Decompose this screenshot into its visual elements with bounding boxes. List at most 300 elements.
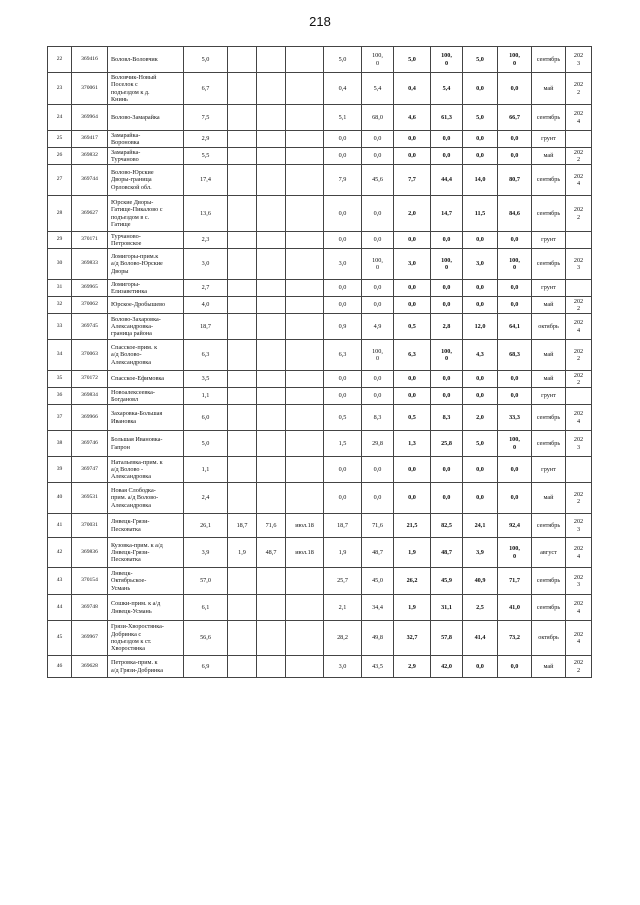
cell-row-number: 38 [48, 431, 72, 457]
cell-year [566, 656, 592, 678]
cell-year-line: 202 [573, 110, 584, 118]
cell-col10: 0,0 [394, 148, 431, 165]
cell-col7 [286, 405, 324, 431]
cell-year-line: 2 [576, 355, 581, 362]
cell-col12: 5,0 [463, 431, 498, 457]
cell-road-code: 369836 [72, 538, 108, 568]
cell-col7 [286, 196, 324, 232]
cell-road-name-line: Александровка- [111, 322, 154, 330]
cell-road-name-line: Юрское-Дробышево [111, 301, 166, 309]
cell-col8: 0,5 [324, 405, 362, 431]
cell-row-number: 28 [48, 196, 72, 232]
cell-col7 [286, 621, 324, 656]
cell-col13-line: 64,1 [509, 322, 520, 330]
cell-col6 [257, 165, 286, 196]
cell-road-name-line: Богдановл [111, 396, 139, 403]
cell-col5 [228, 340, 257, 371]
cell-col8: 1,5 [324, 431, 362, 457]
cell-col13-line: 33,3 [509, 413, 520, 421]
cell-year-line: 202 [573, 573, 584, 581]
cell-road-code: 369628 [72, 656, 108, 678]
cell-col13 [498, 105, 532, 131]
cell-col11 [431, 595, 463, 621]
cell-year [566, 280, 592, 297]
cell-road-code: 370031 [72, 514, 108, 538]
cell-road-name-line: Турчаново- [111, 232, 141, 240]
cell-col10: 0,5 [394, 405, 431, 431]
cell-col13-line: 66,7 [509, 113, 520, 121]
cell-road-name [108, 568, 184, 595]
cell-road-name [108, 405, 184, 431]
cell-length: 6,9 [184, 656, 228, 678]
cell-col9-line: 100, [372, 347, 383, 355]
cell-col13 [498, 73, 532, 105]
cell-col8: 0,0 [324, 457, 362, 483]
cell-road-name-line: Новая Слободка- [111, 487, 156, 495]
cell-col13 [498, 656, 532, 678]
cell-road-name [108, 371, 184, 388]
cell-year [566, 388, 592, 405]
cell-col5 [228, 280, 257, 297]
table-row [48, 340, 592, 371]
cell-month: грунт [532, 131, 566, 148]
cell-year [566, 232, 592, 249]
cell-col5 [228, 656, 257, 678]
cell-col13-line: 92,4 [509, 521, 520, 529]
cell-col8: 18,7 [324, 514, 362, 538]
cell-col10: 1,9 [394, 595, 431, 621]
cell-year-line: 202 [573, 545, 584, 553]
cell-col10: 0,5 [394, 314, 431, 340]
cell-col9-line: 29,8 [372, 439, 383, 447]
cell-col7 [286, 431, 324, 457]
cell-col5 [228, 483, 257, 514]
cell-col11-line: 8,3 [442, 413, 451, 421]
cell-col9-line: 45,6 [372, 176, 383, 184]
cell-col9 [362, 47, 394, 73]
cell-month: сентябрь [532, 431, 566, 457]
cell-col5 [228, 388, 257, 405]
cell-col12: 4,3 [463, 340, 498, 371]
cell-col7 [286, 73, 324, 105]
cell-col10: 0,0 [394, 371, 431, 388]
cell-col11-line: 0,0 [442, 284, 451, 292]
cell-col11 [431, 105, 463, 131]
cell-month: май [532, 483, 566, 514]
cell-col9-line: 0 [375, 59, 380, 67]
cell-col9-line: 0 [375, 264, 380, 271]
cell-col6 [257, 656, 286, 678]
cell-col11-line: 44,4 [441, 176, 452, 184]
cell-col6 [257, 131, 286, 148]
cell-col7 [286, 340, 324, 371]
cell-road-name-line: Ломигоры-прим.к [111, 253, 159, 261]
cell-col8: 6,3 [324, 340, 362, 371]
cell-year [566, 314, 592, 340]
cell-col10: 4,6 [394, 105, 431, 131]
cell-col10: 0,0 [394, 131, 431, 148]
cell-road-name-line: Спасское-Ефимовка [111, 375, 165, 383]
cell-col9 [362, 595, 394, 621]
cell-road-code: 369964 [72, 105, 108, 131]
cell-month: сентябрь [532, 47, 566, 73]
table-row [48, 314, 592, 340]
cell-road-name-line: Добринка с [111, 630, 142, 638]
cell-year-line: 202 [573, 600, 584, 608]
cell-road-name-line: Замарайка- [111, 131, 141, 139]
table-row [48, 656, 592, 678]
cell-col12: 0,0 [463, 232, 498, 249]
cell-col5: 1,9 [228, 538, 257, 568]
cell-col9 [362, 538, 394, 568]
table-row [48, 595, 592, 621]
cell-col7 [286, 371, 324, 388]
cell-row-number: 41 [48, 514, 72, 538]
cell-col13 [498, 595, 532, 621]
cell-road-name-line: Лнвецк-Грязи- [111, 518, 150, 526]
cell-road-name [108, 514, 184, 538]
cell-col13 [498, 514, 532, 538]
cell-length: 1,1 [184, 457, 228, 483]
cell-road-name-line: Александровка [111, 473, 151, 481]
cell-col9 [362, 371, 394, 388]
cell-road-name-line: Дворы-граница [111, 176, 152, 184]
cell-col11 [431, 148, 463, 165]
cell-col9-line: 48,7 [372, 548, 383, 556]
cell-col9-line: 0,0 [373, 236, 382, 244]
cell-year-line: 202 [573, 490, 584, 498]
cell-road-name-line: Турчаново [111, 156, 139, 163]
cell-year [566, 621, 592, 656]
cell-col6 [257, 73, 286, 105]
cell-col12: 5,0 [463, 47, 498, 73]
cell-row-number: 42 [48, 538, 72, 568]
cell-year [566, 297, 592, 314]
cell-col6 [257, 621, 286, 656]
cell-col9 [362, 621, 394, 656]
table-row [48, 47, 592, 73]
cell-col9 [362, 249, 394, 280]
cell-col9 [362, 105, 394, 131]
cell-col9-line: 0,0 [373, 301, 382, 309]
cell-col11-line: 25,8 [441, 439, 452, 447]
cell-col11 [431, 568, 463, 595]
cell-length: 26,1 [184, 514, 228, 538]
cell-col13-line: 0,0 [510, 392, 519, 400]
cell-col13 [498, 568, 532, 595]
cell-col13 [498, 249, 532, 280]
cell-col13-line: 71,7 [509, 577, 520, 585]
cell-col13 [498, 165, 532, 196]
cell-year [566, 595, 592, 621]
cell-col9-line: 43,5 [372, 662, 383, 670]
cell-col5 [228, 105, 257, 131]
cell-year [566, 47, 592, 73]
cell-length: 4,0 [184, 297, 228, 314]
cell-road-name [108, 457, 184, 483]
cell-col8: 5,1 [324, 105, 362, 131]
cell-col8: 0,0 [324, 148, 362, 165]
cell-col7 [286, 568, 324, 595]
cell-col9 [362, 457, 394, 483]
cell-col9-line: 45,0 [372, 577, 383, 585]
cell-month: грунт [532, 388, 566, 405]
table-row [48, 280, 592, 297]
cell-col7 [286, 297, 324, 314]
cell-col13 [498, 148, 532, 165]
cell-year-line: 202 [573, 172, 584, 180]
cell-col13-line: 0 [512, 264, 517, 271]
cell-col7 [286, 314, 324, 340]
cell-road-code: 370172 [72, 371, 108, 388]
cell-col12: 0,0 [463, 457, 498, 483]
cell-road-code: 369832 [72, 148, 108, 165]
cell-length: 3,0 [184, 249, 228, 280]
cell-col13 [498, 538, 532, 568]
cell-road-name-line: Орловской обл. [111, 183, 152, 191]
cell-road-name [108, 280, 184, 297]
cell-col11 [431, 371, 463, 388]
table-row [48, 105, 592, 131]
cell-col13-line: 84,6 [509, 209, 520, 217]
cell-year-line: 3 [576, 525, 581, 533]
cell-month: сентябрь [532, 405, 566, 431]
cell-road-name [108, 165, 184, 196]
cell-road-code: 370063 [72, 340, 108, 371]
cell-col9 [362, 165, 394, 196]
cell-col11-line: 0 [444, 355, 449, 362]
cell-row-number: 39 [48, 457, 72, 483]
cell-col5 [228, 131, 257, 148]
cell-col11 [431, 165, 463, 196]
table-row [48, 196, 592, 232]
cell-col13 [498, 196, 532, 232]
cell-col13-line: 0,0 [510, 301, 519, 309]
cell-road-name [108, 105, 184, 131]
table-row [48, 405, 592, 431]
cell-col9-line: 49,8 [372, 634, 383, 642]
cell-col7 [286, 483, 324, 514]
cell-road-code: 369966 [72, 405, 108, 431]
cell-row-number: 31 [48, 280, 72, 297]
cell-road-name-line: Елизаветинка [111, 288, 147, 295]
cell-row-number: 45 [48, 621, 72, 656]
cell-road-name-line: Петровское [111, 240, 142, 247]
cell-col12: 41,4 [463, 621, 498, 656]
cell-col9-line: 8,3 [373, 413, 382, 421]
cell-year [566, 340, 592, 371]
cell-col11-line: 0,0 [442, 135, 451, 143]
cell-month: грунт [532, 232, 566, 249]
cell-road-code: 369833 [72, 249, 108, 280]
cell-year-line: 3 [576, 581, 581, 588]
cell-col9 [362, 297, 394, 314]
cell-col8: 1,9 [324, 538, 362, 568]
table-row [48, 249, 592, 280]
cell-road-name-line: Гатище [111, 220, 131, 228]
cell-road-name-line: а/д Волово- [111, 351, 142, 359]
cell-col12: 0,0 [463, 297, 498, 314]
cell-col9-line: 0,0 [373, 209, 382, 217]
cell-col13 [498, 457, 532, 483]
cell-col11-line: 0,0 [442, 152, 451, 160]
cell-road-name-line: Грязи-Хворостянка- [111, 623, 164, 631]
cell-length: 13,6 [184, 196, 228, 232]
cell-col9-line: 5,4 [373, 84, 382, 92]
cell-col6 [257, 595, 286, 621]
cell-col9-line: 0,0 [373, 152, 382, 160]
cell-col9-line: 68,0 [372, 113, 383, 121]
cell-col9 [362, 280, 394, 297]
cell-col5 [228, 595, 257, 621]
cell-road-name [108, 388, 184, 405]
cell-road-code: 369416 [72, 47, 108, 73]
cell-year-line: 202 [573, 371, 584, 379]
cell-col9 [362, 73, 394, 105]
cell-col8: 2,1 [324, 595, 362, 621]
cell-road-name [108, 483, 184, 514]
cell-col10: 0,0 [394, 457, 431, 483]
cell-col7 [286, 148, 324, 165]
cell-road-name-line: а/д Грязи-Добринка [111, 666, 163, 674]
cell-month: грунт [532, 457, 566, 483]
cell-col8: 0,0 [324, 371, 362, 388]
cell-col10: 2,9 [394, 656, 431, 678]
cell-col11-line: 0 [444, 59, 449, 67]
cell-year [566, 165, 592, 196]
cell-col13-line: 100, [509, 52, 520, 60]
cell-col11 [431, 131, 463, 148]
cell-col10: 7,7 [394, 165, 431, 196]
cell-year [566, 568, 592, 595]
cell-road-name-line: Воловл-Воловчик [111, 55, 158, 63]
cell-year-line: 202 [573, 297, 584, 305]
cell-col6 [257, 568, 286, 595]
cell-col6 [257, 431, 286, 457]
cell-row-number: 34 [48, 340, 72, 371]
cell-row-number: 25 [48, 131, 72, 148]
cell-year [566, 249, 592, 280]
cell-road-name-line: подъездом к д. [111, 88, 150, 96]
cell-road-name-line: Лнвецк-Грязи- [111, 548, 150, 556]
cell-col11-line: 5,4 [442, 84, 451, 92]
cell-year [566, 105, 592, 131]
cell-col6 [257, 148, 286, 165]
cell-col6 [257, 297, 286, 314]
cell-road-name-line: Волово-Юрские [111, 169, 154, 177]
cell-col11-line: 57,8 [441, 634, 452, 642]
cell-col13-line: 80,7 [509, 176, 520, 184]
cell-month: грунт [532, 280, 566, 297]
cell-col5 [228, 621, 257, 656]
cell-col13-line: 0,0 [510, 236, 519, 244]
cell-length: 18,7 [184, 314, 228, 340]
cell-col6 [257, 280, 286, 297]
cell-road-name [108, 148, 184, 165]
cell-row-number: 24 [48, 105, 72, 131]
cell-col8: 0,0 [324, 196, 362, 232]
cell-col9-line: 0,0 [373, 494, 382, 502]
cell-col13-line: 0,0 [510, 152, 519, 160]
cell-col11 [431, 405, 463, 431]
cell-col13-line: 68,3 [509, 351, 520, 359]
cell-road-name-line: Кузовка-прим. к а/д [111, 541, 163, 549]
cell-year-line: 4 [576, 117, 581, 125]
cell-year-line: 4 [576, 326, 581, 334]
cell-col5 [228, 249, 257, 280]
cell-col13-line: 0,0 [510, 284, 519, 292]
table-row [48, 165, 592, 196]
cell-year [566, 405, 592, 431]
cell-col9 [362, 514, 394, 538]
cell-col9-line: 0,0 [373, 392, 382, 400]
cell-col13-line: 41,0 [509, 603, 520, 611]
cell-col12: 0,0 [463, 656, 498, 678]
cell-road-name [108, 297, 184, 314]
cell-row-number: 40 [48, 483, 72, 514]
cell-col8: 0,0 [324, 280, 362, 297]
cell-year-line: 2 [576, 498, 581, 505]
cell-col13 [498, 388, 532, 405]
table-row [48, 371, 592, 388]
cell-road-name-line: Хворостянка [111, 645, 145, 653]
cell-col8: 0,0 [324, 388, 362, 405]
cell-col13 [498, 483, 532, 514]
cell-col9 [362, 568, 394, 595]
cell-col12: 14,0 [463, 165, 498, 196]
cell-col13-line: 0,0 [510, 375, 519, 383]
table-row [48, 483, 592, 514]
cell-month: октябрь [532, 314, 566, 340]
cell-row-number: 30 [48, 249, 72, 280]
cell-year-line: 202 [573, 319, 584, 327]
cell-col8: 0,0 [324, 297, 362, 314]
cell-col13-line: 100, [509, 545, 520, 553]
cell-length: 6,3 [184, 340, 228, 371]
cell-col13 [498, 621, 532, 656]
cell-col11 [431, 196, 463, 232]
cell-road-code: 370061 [72, 73, 108, 105]
cell-year [566, 371, 592, 388]
cell-road-name-line: Натальевка-прим. к [111, 458, 163, 466]
cell-road-name-line: Большая Ивановка- [111, 436, 163, 444]
cell-col13-line: 0,0 [510, 465, 519, 473]
cell-road-name [108, 73, 184, 105]
cell-row-number: 46 [48, 656, 72, 678]
cell-length: 17,4 [184, 165, 228, 196]
cell-col7 [286, 457, 324, 483]
cell-year [566, 514, 592, 538]
cell-col12: 0,0 [463, 371, 498, 388]
cell-col10: 0,0 [394, 388, 431, 405]
cell-col13 [498, 297, 532, 314]
cell-col13 [498, 405, 532, 431]
cell-road-name-line: Новоалексеевка- [111, 388, 155, 396]
cell-col7 [286, 105, 324, 131]
cell-length: 2,4 [184, 483, 228, 514]
cell-road-name-line: Замарайка- [111, 148, 141, 156]
cell-col12: 40,9 [463, 568, 498, 595]
cell-year [566, 538, 592, 568]
cell-col13 [498, 371, 532, 388]
cell-col6 [257, 371, 286, 388]
cell-col12: 12,0 [463, 314, 498, 340]
cell-col11-line: 45,9 [441, 577, 452, 585]
cell-col9 [362, 388, 394, 405]
cell-col5 [228, 297, 257, 314]
cell-col12: 3,0 [463, 249, 498, 280]
cell-col5 [228, 196, 257, 232]
